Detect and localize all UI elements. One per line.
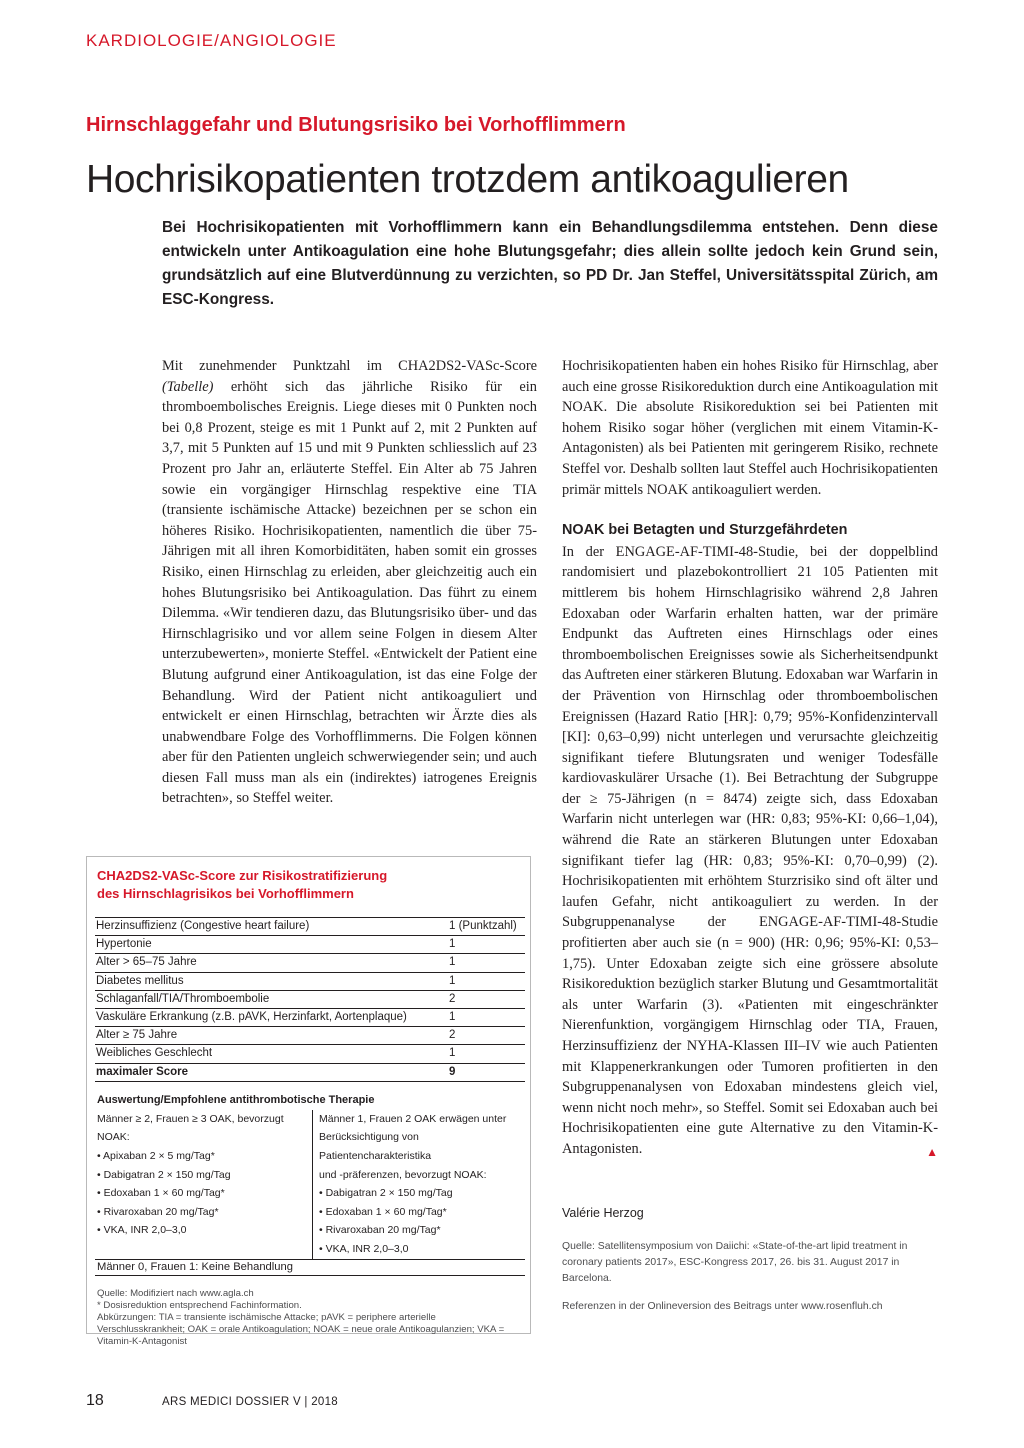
therapy-line: und -präferenzen, bevorzugt NOAK: [319, 1168, 487, 1181]
section-label: KARDIOLOGIE/ANGIOLOGIE [86, 31, 337, 50]
journal-name: ARS MEDICI DOSSIER V | 2018 [162, 1396, 338, 1408]
therapy-line: • Dabigatran 2 × 150 mg/Tag [319, 1187, 453, 1200]
table-row [95, 954, 525, 972]
table-row [95, 918, 525, 936]
table-row [95, 1045, 525, 1063]
table-title-line: des Hirnschlagrisikos bei Vorhofflimmern [97, 886, 354, 901]
table-note: * Dosisreduktion entsprechend Fachinformation. [97, 1299, 302, 1311]
therapy-line: • VKA, INR 2,0–3,0 [97, 1224, 187, 1237]
table-note: Abkürzungen: TIA = transiente ischämische Attacke; pAVK = periphere arterielle Verschlusskrankheit; OAK = orale Antikoagulation; NOAK = neue orale Antikoagulanzien; VKA = Vitamin-K-Antagonist [97, 1311, 505, 1348]
row-label: Diabetes mellitus [96, 974, 184, 987]
row-label: Alter > 65–75 Jahre [96, 956, 197, 969]
row-points: 1 [449, 1047, 456, 1060]
therapy-footer: Männer 0, Frauen 1: Keine Behandlung [95, 1259, 525, 1276]
paragraph-text: In der ENGAGE-AF-TIMI-48-Studie, bei der doppelblind randomisiert und plazebokontrolliert 21 105 Patienten mit mittlerem bis hohem Hirnschlagrisiko während 2,8 Jahren Edoxaban oder Warfarin erhalten hatten, war der primäre Endpunkt das Auftreten eines Hirnschlags oder eines thromboembolischen Ereignisses sowie als Sicherheitsendpunkt das Auftreten einer stärkeren Blutung. Edoxaban war Warfarin in der Prävention von Hirnschlag oder thromboembolischen Ereignissen (Hazard Ratio [HR]: 0,79; 95%-Konfidenzintervall [KI]: 0,63–0,99) nicht unterlegen und verursachte gleichzeitig signifikant tiefere Blutungsraten und weniger Todesfälle kardiovaskulärer Ursache (1). Bei Betrachtung der Subgruppe der ≥ 75-Jährigen (n = 8474) zeigte sich, dass Edoxaban Warfarin nicht unterlegen war (HR: 0,83; 95%-KI: 0,66–1,04), während die Rate an stärkeren Blutungen unter Edoxaban signifikant tiefer lag (HR: 0,83; 95%-KI: 0,70–0,99) (2). Hochrisikopatienten mit erhöhtem Sturzrisiko sind oft älter und laufen Gefahr, nicht antikoaguliert zu werden. In der Subgruppenanalyse der ENGAGE-AF-TIMI-48-Studie profitierten aber auch sie (n = 900) (HR: 0,96; 95%-KI: 0,53–1,75). Unter Edoxaban zeigte sich eine grössere absolute Risikoreduktion bezüglich starker Blutung und Gesamtmortalität als unter Warfarin (3). «Patienten mit eingeschränkter Nierenfunktion, vorgängigem Hirnschlag oder TIA, Frauen, Herzinsuffizienz der NYHA-Klassen III–IV wie auch Patienten mit Klappenerkrankungen oder Tumoren profitierten in den Subgruppenanalysen von Edoxaban mindestens gleich viel, wenn nicht noch mehr», so Steffel. Somit sei Edoxaban auch bei Hochrisikopatienten eine gute Alternative zu den Vitamin-K-Antagonisten. [562, 543, 938, 1157]
row-label: maximaler Score [96, 1065, 189, 1078]
therapy-line: • Rivaroxaban 20 mg/Tag* [97, 1205, 219, 1218]
row-label: Schlaganfall/TIA/Thromboembolie [96, 992, 270, 1005]
therapy-line: • Dabigatran 2 × 150 mg/Tag [97, 1168, 231, 1181]
row-label: Weibliches Geschlecht [96, 1047, 213, 1060]
end-of-article-icon: ▲ [926, 1144, 938, 1159]
paragraph-text: erhöht sich das jährliche Risiko für ein thromboembolisches Ereignis. Liege dieses mit 0 Punkten noch bei 0,8 Prozent, steige es mit 1 Punkt auf 2, mit 2 Punkten auf 3,7, mit 5 Punkten auf 15 und mit 9 Punkten schliesslich auf 23 Prozent pro Jahr an, erläuterte Steffel. Ein Alter ab 75 Jahren sowie ein vorgängiger Hirnschlag respektive eine TIA (transiente ischämische Attacke) bezeichnen per se schon ein höheres Risiko. Hochrisikopatienten, namentlich die über 75-Jährigen mit all ihren Komorbiditäten, haben somit ein grosses Risiko, einen Hirnschlag zu erleiden, aber gleichzeitig auch ein hohes Blutungsrisiko bei Antikoagulation. Das führt zu einem Dilemma. «Wir tendieren dazu, das Blutungsrisiko über- und das Hirnschlagrisiko und vor allem seine Folgen in diesem Alter unterzubewerten», monierte Steffel. «Entwickelt der Patient eine Blutung aufgrund einer Antikoagulation, ist das eine Folge der Behandlung. Wird der Patient nicht antikoaguliert und entwickelt er einen Hirnschlag, betrachten wir Ärzte dies als unabwendbare Folge des Vorhofflimmerns. Die Folgen können aber für den Patienten ungleich schwerwiegender sein; und auch diesen Fall muss man als ein (indirektes) iatrogenes Ereignis betrachten», so Steffel weiter. [162, 378, 537, 807]
therapy-grid [95, 1110, 525, 1259]
row-points: 2 [449, 992, 456, 1005]
row-points: 1 (Punktzahl) [449, 920, 517, 932]
table-row [95, 936, 525, 954]
row-points: 1 [449, 956, 456, 969]
table-total-row [95, 1064, 525, 1082]
paragraph-text: Mit zunehmender Punktzahl im CHA2DS2-VASc-Score [162, 358, 537, 374]
score-table-box [86, 856, 531, 1348]
table-row [95, 991, 525, 1009]
table-row [95, 1009, 525, 1027]
row-label: Herzinsuffizienz (Congestive heart failure) [96, 920, 310, 932]
section-subheading: NOAK bei Betagten und Sturzgefährdeten [562, 522, 848, 539]
body-paragraph [562, 542, 938, 1160]
row-label: Alter ≥ 75 Jahre [96, 1029, 178, 1042]
body-paragraph: Hochrisikopatienten haben ein hohes Risiko für Hirnschlag, aber auch eine grosse Risikoreduktion durch eine Antikoagulation mit NOAK. Die absolute Risikoreduktion sei bei Patienten mit hohem Risiko sogar höher (verglichen mit einem Vitamin-K-Antagonisten) als bei Patienten mit geringerem Risiko, rechnete Steffel vor. Deshalb sollten laut Steffel auch Hochrisikopatienten primär mittels NOAK antikoaguliert werden. [562, 358, 938, 498]
therapy-line: • Edoxaban 1 × 60 mg/Tag* [97, 1187, 225, 1200]
article-headline: Hochrisikopatienten trotzdem antikoagulieren [86, 158, 849, 201]
therapy-line-spacer [97, 1240, 312, 1259]
article-author: Valérie Herzog [562, 1206, 644, 1220]
article-lead: Bei Hochrisikopatienten mit Vorhofflimmern kann ein Behandlungsdilemma entstehen. Denn diese entwickeln unter Antikoagulation eine hohe Blutungsgefahr; dies allein sollte jedoch kein Grund sein, grundsätzlich auf eine Blutverdünnung zu verzichten, so PD Dr. Jan Steffel, Universitätsspital Zürich, am ESC-Kongress. [162, 219, 938, 308]
row-points: 1 [449, 1011, 456, 1024]
table-row [95, 1027, 525, 1045]
therapy-line: Männer ≥ 2, Frauen ≥ 3 OAK, bevorzugt NOAK: [97, 1112, 284, 1144]
row-points: 9 [449, 1065, 456, 1078]
body-paragraph [162, 356, 537, 809]
references-note: Referenzen in der Onlineversion des Beitrags unter www.rosenfluh.ch [562, 1301, 883, 1312]
row-points: 1 [449, 974, 456, 987]
row-label: Vaskuläre Erkrankung (z.B. pAVK, Herzinfarkt, Aortenplaque) [96, 1011, 407, 1024]
therapy-line: • Apixaban 2 × 5 mg/Tag* [97, 1150, 215, 1163]
therapy-column-medium [313, 1110, 525, 1259]
source-note: Quelle: Satellitensymposium von Daiichi: «State-of-the-art lipid treatment in coronary patients 2017», ESC-Kongress 2017, 26. bis 31. August 2017 in Barcelona. [562, 1241, 908, 1284]
table-reference: (Tabelle) [162, 378, 214, 395]
row-points: 1 [449, 938, 456, 951]
table-title-line: CHA2DS2-VASc-Score zur Risikostratifizierung [97, 868, 388, 883]
therapy-line: Berücksichtigung von Patientencharakteristika [319, 1131, 432, 1163]
therapy-line: • VKA, INR 2,0–3,0 [319, 1242, 409, 1255]
therapy-heading: Auswertung/Empfohlene antithrombotische Therapie [97, 1093, 375, 1106]
therapy-line: • Rivaroxaban 20 mg/Tag* [319, 1224, 441, 1237]
therapy-line: Männer 1, Frauen 2 OAK erwägen unter [319, 1112, 507, 1125]
row-label: Hypertonie [96, 938, 152, 951]
table-title [97, 867, 522, 903]
table-notes [95, 1288, 525, 1349]
therapy-line: • Edoxaban 1 × 60 mg/Tag* [319, 1205, 447, 1218]
row-points: 2 [449, 1029, 456, 1042]
score-table [95, 917, 525, 1082]
therapy-column-high [95, 1110, 313, 1259]
article-kicker: Hirnschlaggefahr und Blutungsrisiko bei Vorhofflimmern [86, 114, 626, 136]
body-column-right [562, 356, 938, 1163]
page-number: 18 [86, 1392, 104, 1409]
body-column-left [162, 356, 537, 809]
table-note: Quelle: Modifiziert nach www.agla.ch [97, 1287, 254, 1299]
table-row [95, 973, 525, 991]
